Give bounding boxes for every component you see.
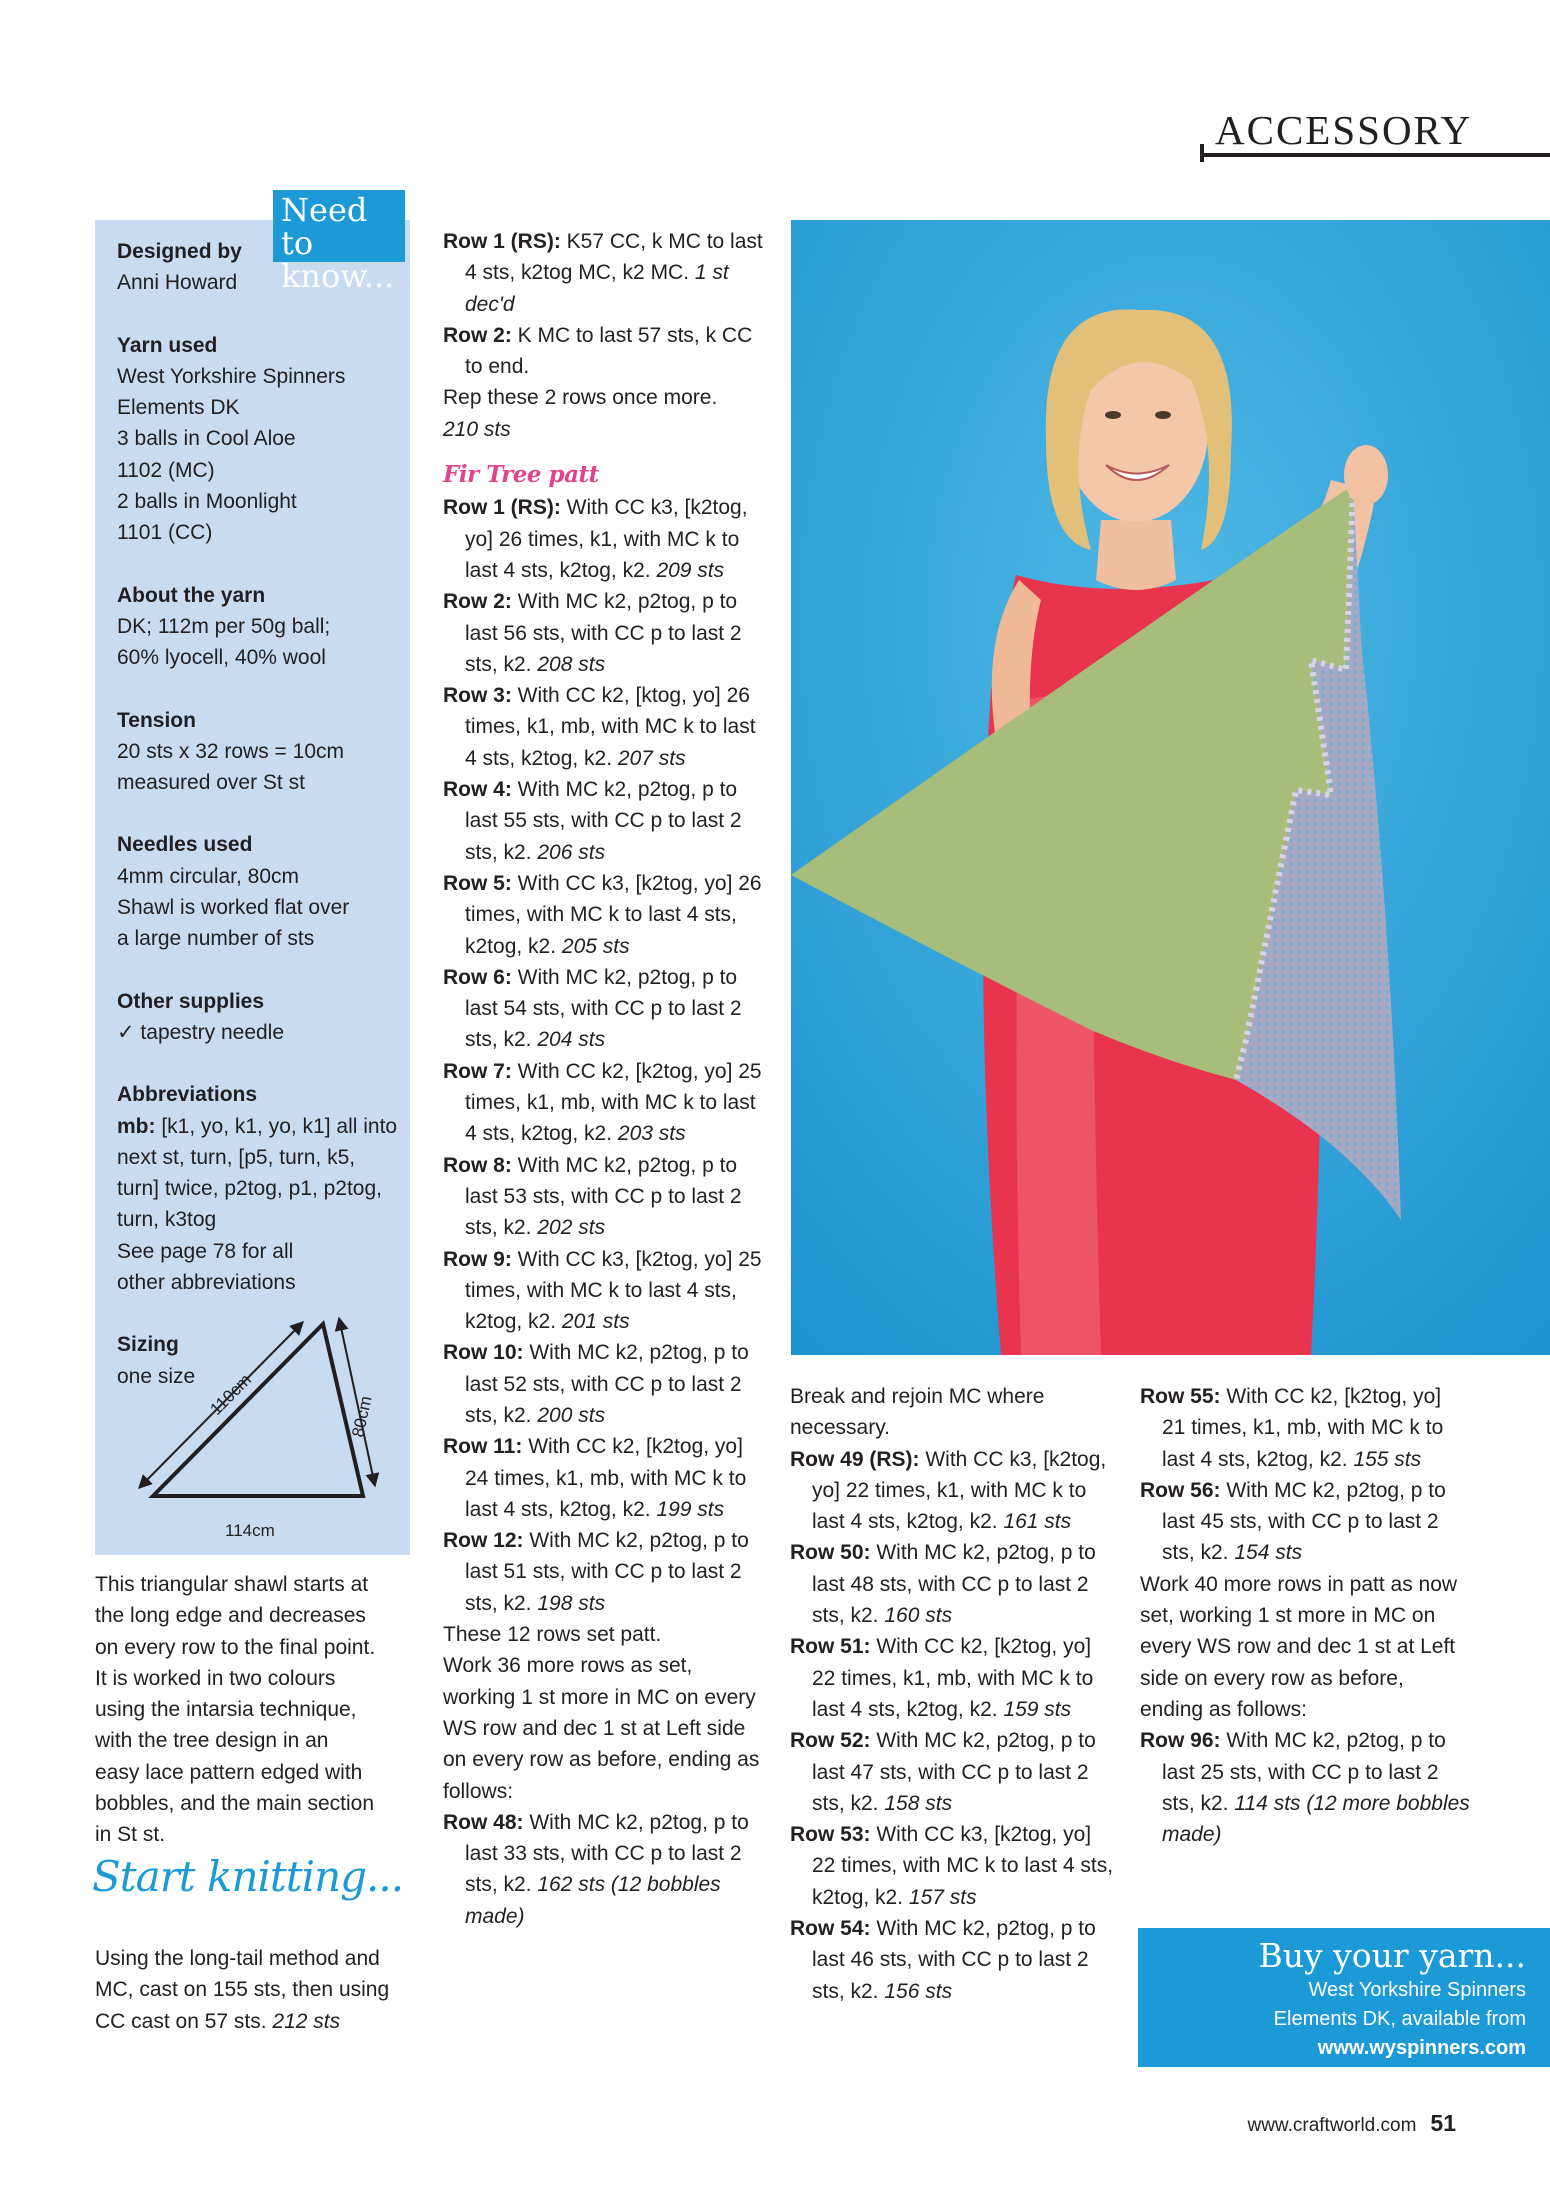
pattern-column-3	[790, 1381, 1120, 2007]
section-rule-tick	[1200, 144, 1204, 162]
yarn-used-text: West Yorkshire Spinners Elements DK 3 balls in Cool Aloe 1102 (MC) 2 balls in Moonlight 1101 (CC)	[117, 364, 346, 545]
pattern-row	[1140, 1381, 1470, 1475]
about-yarn-text: DK; 112m per 50g ball; 60% lyocell, 40% wool	[117, 614, 331, 670]
base-label: 114cm	[225, 1521, 275, 1540]
buy-yarn-link[interactable]: www.wyspinners.com	[1317, 2037, 1526, 2059]
pattern-row	[443, 774, 763, 868]
pattern-row	[443, 1244, 763, 1338]
section-header	[1200, 100, 1550, 160]
tension-heading: Tension	[117, 708, 196, 732]
row-text: With MC k2, p2tog, p to last 54 sts, with CC p to last 2 sts, k2.	[465, 965, 742, 1052]
patt-set-note: These 12 rows set patt.	[443, 1623, 662, 1647]
page-number: 51	[1430, 2110, 1456, 2136]
other-supplies-text: ✓ tapestry needle	[117, 1020, 285, 1044]
pattern-row-48	[443, 1807, 763, 1932]
row-count: 158 sts	[884, 1791, 953, 1815]
row-label: Row 10:	[443, 1341, 524, 1365]
section-label: ACCESSORY	[1215, 107, 1473, 153]
row-count: 209 sts	[656, 558, 725, 582]
long-edge-label: 110cm	[206, 1370, 256, 1419]
row-text: With CC k3, [k2tog, yo] 22 times, with MC k to last 4 sts, k2tog, k2.	[812, 1823, 1114, 1909]
row-text: With MC k2, p2tog, p to last 55 sts, with CC p to last 2 sts, k2.	[465, 778, 742, 864]
designer-heading: Designed by	[117, 240, 242, 263]
row-text: With MC k2, p2tog, p to last 45 sts, with CC p to last 2 sts, k2.	[1162, 1478, 1446, 1565]
pattern-row-96	[1140, 1725, 1470, 1850]
pattern-row	[443, 586, 763, 680]
row-count: 205 sts	[561, 934, 630, 958]
pattern-row	[443, 492, 763, 586]
pattern-row	[790, 1725, 1120, 1819]
pattern-column-1	[443, 226, 763, 1932]
row-text: With CC k2, [k2tog, yo] 25 times, k1, mb, with MC k to last 4 sts, k2tog, k2.	[465, 1059, 762, 1146]
start-knitting-heading: Start knitting...	[92, 1852, 404, 1901]
sizing-text: one size	[117, 1364, 196, 1388]
row-label: Row 2:	[443, 323, 512, 347]
row-count: 154 sts	[1234, 1541, 1303, 1565]
pattern-row	[443, 962, 763, 1056]
pattern-row	[443, 1337, 763, 1431]
row-text: With CC k3, [k2tog, yo] 26 times, with MC k to last 4 sts, k2tog, k2.	[465, 871, 762, 958]
yarn-used-block	[117, 330, 402, 549]
row-label: Row 7:	[443, 1059, 512, 1083]
tension-text: 20 sts x 32 rows = 10cm measured over St st	[117, 739, 345, 795]
row-text: With MC k2, p2tog, p to last 25 sts, with CC p to last 2 sts, k2.	[1162, 1729, 1446, 1815]
pattern-row	[443, 1431, 763, 1525]
row-text: With MC k2, p2tog, p to last 47 sts, with CC p to last 2 sts, k2.	[812, 1729, 1096, 1815]
row-count: 201 sts	[561, 1310, 630, 1334]
pattern-row	[443, 226, 763, 320]
row-count: 157 sts	[908, 1885, 977, 1909]
pattern-row	[790, 1913, 1120, 2007]
row-text: With CC k2, [k2tog, yo] 22 times, k1, mb, with MC k to last 4 sts, k2tog, k2.	[812, 1635, 1094, 1721]
row-text: With MC k2, p2tog, p to last 52 sts, with CC p to last 2 sts, k2.	[465, 1341, 749, 1427]
row-count: 155 sts	[1353, 1447, 1422, 1471]
row-label: Row 3:	[443, 684, 512, 708]
row-label: Row 96:	[1140, 1729, 1221, 1753]
pattern-column-4	[1140, 1381, 1470, 1850]
row-count: 204 sts	[537, 1028, 606, 1052]
row-label: Row 54:	[790, 1917, 871, 1941]
need-to-know-badge: Need to know...	[273, 190, 405, 262]
row-text: With CC k3, [k2tog, yo] 22 times, k1, with MC k to last 4 sts, k2tog, k2.	[812, 1447, 1107, 1534]
row-label: Row 12:	[443, 1529, 524, 1553]
abbreviations-block	[117, 1079, 402, 1298]
other-supplies-heading: Other supplies	[117, 989, 265, 1013]
row-label: Row 51:	[790, 1635, 871, 1659]
row-text: With MC k2, p2tog, p to last 53 sts, with CC p to last 2 sts, k2.	[465, 1153, 742, 1240]
row-label: Row 11:	[443, 1435, 523, 1459]
buy-yarn-title: Buy your yarn...	[1258, 1936, 1526, 1975]
pattern-row	[443, 680, 763, 774]
row-text: K57 CC, k MC to last 4 sts, k2tog MC, k2 MC.	[465, 230, 763, 285]
abbreviation-mb	[117, 1111, 402, 1236]
row-count: 156 sts	[884, 1979, 953, 2003]
pattern-row	[443, 1150, 763, 1244]
row-label: Row 5:	[443, 871, 512, 895]
designer-name: Anni Howard	[117, 271, 238, 295]
row-text: With MC k2, p2tog, p to last 48 sts, with CC p to last 2 sts, k2.	[812, 1541, 1096, 1628]
shawl-triangle	[153, 1324, 363, 1496]
row-count: 208 sts	[537, 652, 606, 676]
footer-site: www.craftworld.com	[1247, 2115, 1417, 2136]
row-count: 198 sts	[537, 1591, 606, 1615]
cast-on-count: 212 sts	[272, 2009, 341, 2033]
row-text: With CC k2, [k2tog, yo] 21 times, k1, mb, with MC k to last 4 sts, k2tog, k2.	[1162, 1385, 1444, 1471]
work-more-rows-note: Work 36 more rows as set, working 1 st more in MC on every WS row and dec 1 st at Left side on every row as before, ending as follows:	[443, 1654, 760, 1803]
buy-yarn-box	[1138, 1928, 1550, 2067]
about-yarn-block	[117, 580, 402, 674]
photo-illustration	[791, 220, 1550, 1355]
row-text: With CC k2, [ktog, yo] 26 times, k1, mb, with MC k to last 4 sts, k2tog, k2.	[465, 684, 756, 770]
tension-block	[117, 705, 402, 799]
pattern-row	[443, 320, 763, 383]
row-count: 161 sts	[1003, 1510, 1072, 1534]
row-text: With CC k3, [k2tog, yo] 26 times, k1, with MC k to last 4 sts, k2tog, k2.	[465, 496, 748, 582]
row-label: Row 50:	[790, 1541, 871, 1565]
about-yarn-heading: About the yarn	[117, 583, 266, 607]
row-count: 206 sts	[537, 840, 606, 864]
pattern-row	[1140, 1475, 1470, 1569]
row-label: Row 55:	[1140, 1385, 1221, 1408]
row-text: With MC k2, p2tog, p to last 51 sts, with CC p to last 2 sts, k2.	[465, 1529, 749, 1615]
cast-on-paragraph	[95, 1943, 415, 2037]
buy-yarn-line-1: West Yorkshire Spinners	[1308, 1979, 1526, 2001]
row-label: Row 2:	[443, 590, 512, 614]
pattern-row	[790, 1631, 1120, 1725]
short-edge-label: 80cm	[348, 1394, 376, 1439]
needles-block	[117, 829, 402, 954]
row-label: Row 6:	[443, 965, 512, 989]
row-label: Row 8:	[443, 1153, 512, 1177]
row-label: Row 4:	[443, 778, 512, 802]
break-rejoin-note: Break and rejoin MC where necessary.	[790, 1385, 1045, 1440]
row-count: 160 sts	[884, 1604, 953, 1628]
abbreviations-note: See page 78 for all other abbreviations	[117, 1239, 296, 1295]
row-count: 159 sts	[1003, 1697, 1072, 1721]
row-label: Row 9:	[443, 1247, 512, 1271]
row-count: 200 sts	[537, 1403, 606, 1427]
row-label: Row 48:	[443, 1810, 524, 1834]
pattern-row	[790, 1537, 1120, 1631]
row-text: With MC k2, p2tog, p to last 46 sts, with CC p to last 2 sts, k2.	[812, 1917, 1096, 2003]
pattern-row	[790, 1444, 1120, 1538]
pattern-row	[443, 1056, 763, 1150]
row-count: 199 sts	[656, 1497, 725, 1521]
work-40-rows-note: Work 40 more rows in patt as now set, working 1 st more in MC on every WS row and dec 1 st at Left side on every row as before, ending as follows:	[1140, 1572, 1458, 1721]
cast-on-text: Using the long-tail method and MC, cast on 155 sts, then using CC cast on 57 sts.	[95, 1947, 390, 2033]
abbreviations-heading: Abbreviations	[117, 1083, 258, 1107]
repeat-count: 210 sts	[443, 417, 511, 441]
row-text: K MC to last 57 sts, k CC to end.	[465, 323, 753, 379]
buy-yarn-line-2: Elements DK, available from	[1273, 2008, 1526, 2030]
row-count: 1 st dec'd	[465, 261, 729, 316]
row-count: 162 sts (12 bobbles made)	[465, 1873, 721, 1928]
section-rule	[1200, 153, 1550, 157]
needles-heading: Needles used	[117, 833, 253, 857]
pattern-row	[443, 1525, 763, 1619]
row-count: 207 sts	[617, 746, 686, 770]
row-label: Row 1 (RS):	[443, 230, 561, 253]
row-text: With MC k2, p2tog, p to last 56 sts, with CC p to last 2 sts, k2.	[465, 590, 742, 676]
row-text: With MC k2, p2tog, p to last 33 sts, with CC p to last 2 sts, k2.	[465, 1810, 749, 1897]
row-count: 202 sts	[537, 1216, 606, 1240]
sidebar-content	[117, 236, 402, 1423]
row-label: Row 1 (RS):	[443, 496, 561, 520]
intro-paragraph: This triangular shawl starts at the long edge and decreases on every row to the final point. It is worked in two colours using the intarsia technique, with the tree design in an easy lace pattern edged with bobbles, and the main section in St st.	[95, 1573, 376, 1847]
model-shawl-photo	[791, 220, 1550, 1355]
yarn-used-heading: Yarn used	[117, 333, 218, 357]
sizing-heading: Sizing	[117, 1333, 179, 1357]
other-supplies-block	[117, 986, 402, 1049]
pattern-row	[790, 1819, 1120, 1913]
abbreviation-definition: [k1, yo, k1, yo, k1] all into next st, turn, [p5, turn, k5, turn] twice, p2tog, p1, p2tog, turn, k3tog	[117, 1114, 398, 1232]
abbreviation-term: mb:	[117, 1114, 156, 1138]
row-text: With CC k3, [k2tog, yo] 25 times, with MC k to last 4 sts, k2tog, k2.	[465, 1247, 762, 1334]
row-label: Row 56:	[1140, 1478, 1221, 1502]
repeat-instruction: Rep these 2 rows once more.	[443, 386, 718, 410]
row-label: Row 49 (RS):	[790, 1447, 920, 1471]
shawl-size-diagram	[125, 1310, 385, 1550]
row-text: With CC k2, [k2tog, yo] 24 times, k1, mb, with MC k to last 4 sts, k2tog, k2.	[465, 1435, 747, 1521]
row-label: Row 53:	[790, 1823, 871, 1847]
row-label: Row 52:	[790, 1729, 871, 1753]
needles-text: 4mm circular, 80cm Shawl is worked flat over a large number of sts	[117, 864, 350, 951]
page-footer	[1150, 2110, 1456, 2137]
fir-tree-heading: Fir Tree patt	[443, 461, 599, 489]
row-count: 114 sts (12 more bobbles made)	[1162, 1791, 1470, 1847]
pattern-row	[443, 868, 763, 962]
row-count: 203 sts	[617, 1122, 686, 1146]
